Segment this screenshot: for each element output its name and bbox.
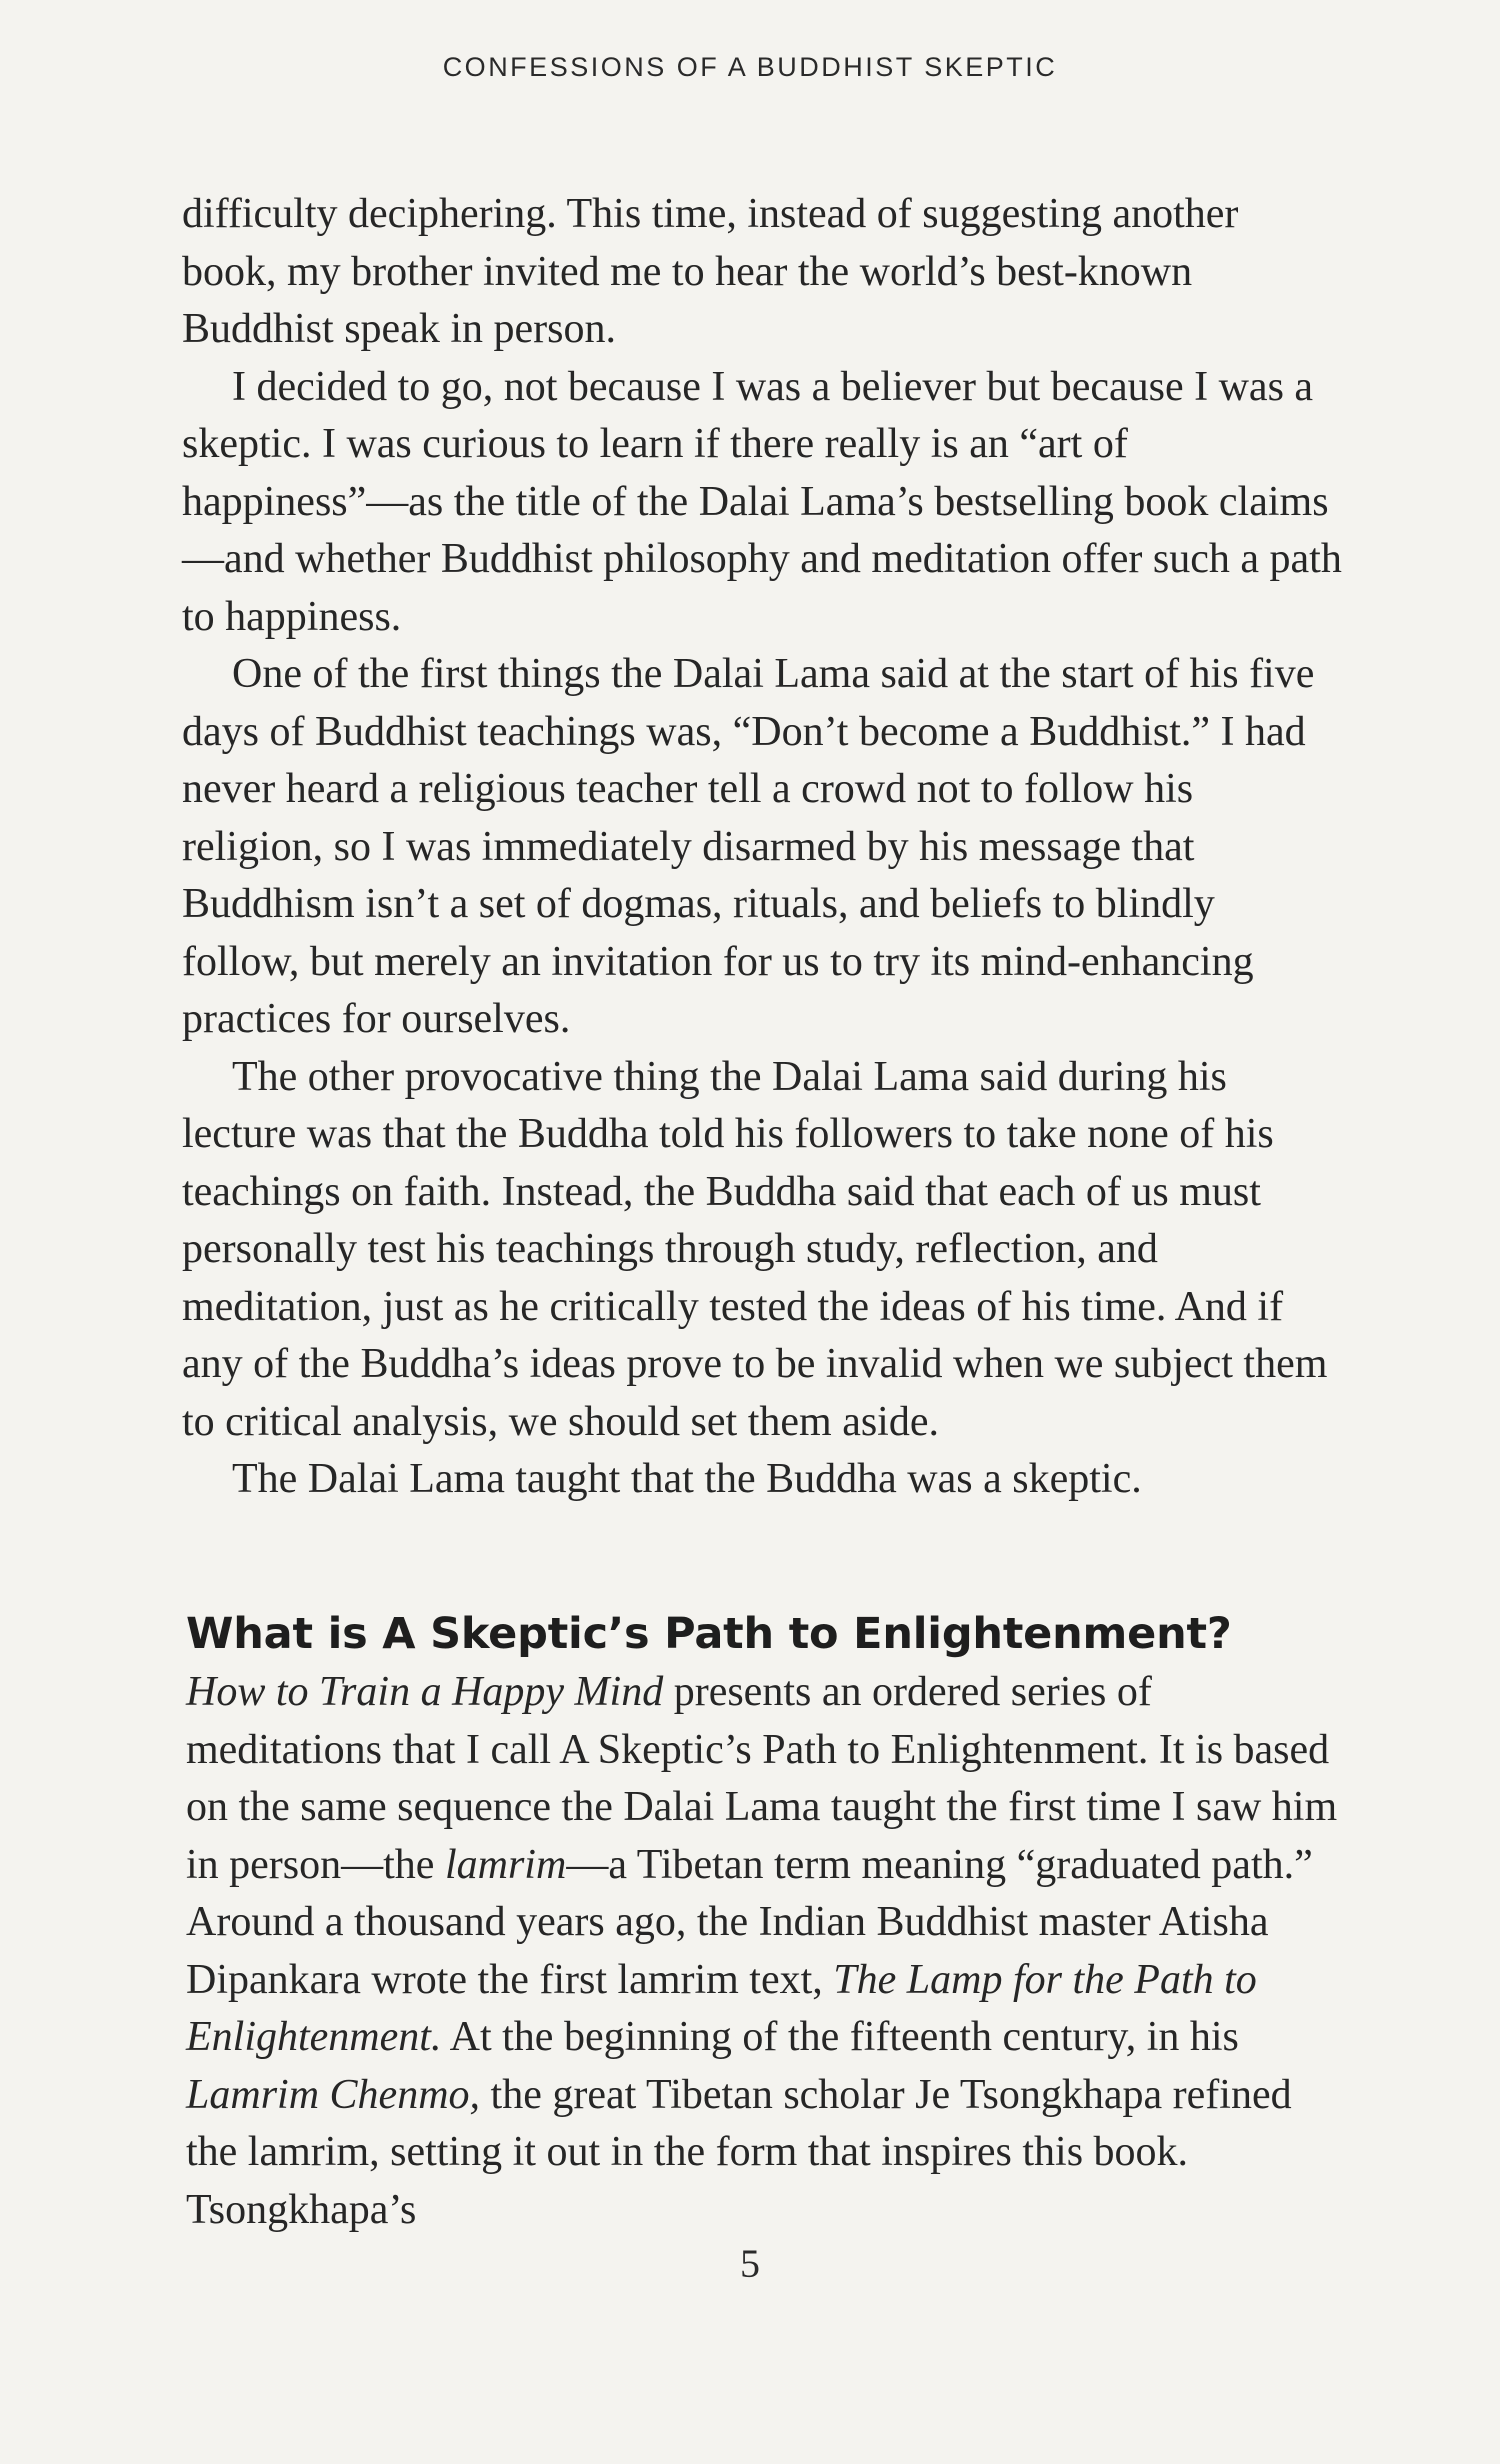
term-italic: lamrim [444, 1841, 567, 1888]
body-text [182, 186, 1342, 1509]
text-run-d: the great Tibetan scholar Je Tsongkhapa refined the lamrim, setting it out in the form that inspires this book. Tsongkhapa’s [186, 2071, 1292, 2233]
section-paragraph [186, 1664, 1346, 2239]
book-title-italic: How to Train a Happy Mind [186, 1669, 664, 1715]
paragraph-4: The other provocative thing the Dalai Lama said during his lecture was that the Buddha told his followers to take none of his teachings on faith. Instead, the Buddha said that each of us must personally test his teachings through study, reflection, and meditation, just as he critically tested the ideas of his time. And if any of the Buddha’s ideas prove to be invalid when we subject them to critical analysis, we should set them aside. [182, 1053, 1328, 1445]
running-header: CONFESSIONS OF A BUDDHIST SKEPTIC [442, 52, 1058, 82]
book-title-lamrim-chenmo: Lamrim Chenmo, [186, 2071, 481, 2118]
section-heading: What is A Skeptic’s Path to Enlightenment? [186, 1609, 1232, 1659]
paragraph-2: I decided to go, not because I was a believer but because I was a skeptic. I was curious to learn if there really is an “art of happiness”—as the title of the Dalai Lama’s bestselling book claims—and whether Buddhist philosophy and meditation offer such a path to happiness. [182, 363, 1342, 640]
paragraph-5: The Dalai Lama taught that the Buddha was a skeptic. [232, 1456, 1142, 1502]
text-run-c: At the beginning of the fifteenth century, in his [441, 2014, 1239, 2060]
page-number: 5 [740, 2241, 760, 2286]
text-run-a: presents an ordered series of meditations that I call A Skeptic’s Path to Enlightenment. It is based on the same sequence the Dalai Lama taught the first time I saw him in person—the [186, 1669, 1338, 1888]
section [186, 1604, 1346, 2239]
book-title-lamp: The Lamp for the Path to Enlightenment. [186, 1956, 1257, 2060]
paragraph-3: One of the first things the Dalai Lama said at the start of his five days of Buddhist teachings was, “Don’t become a Buddhist.” I had never heard a religious teacher tell a crowd not to follow his religion, so I was immediately disarmed by his message that Buddhism isn’t a set of dogmas, rituals, and beliefs to blindly follow, but merely an invitation for us to try its mind-enhancing practices for ourselves. [182, 651, 1315, 1042]
paragraph-1: difficulty deciphering. This time, instead of suggesting another book, my brother invited me to hear the world’s best-known Buddhist speak in person. [182, 191, 1239, 352]
text-run-b: —a Tibetan term meaning “graduated path.” Around a thousand years ago, the Indian Buddhist master Atisha Dipankara wrote the first lamrim text, [186, 1841, 1313, 2003]
